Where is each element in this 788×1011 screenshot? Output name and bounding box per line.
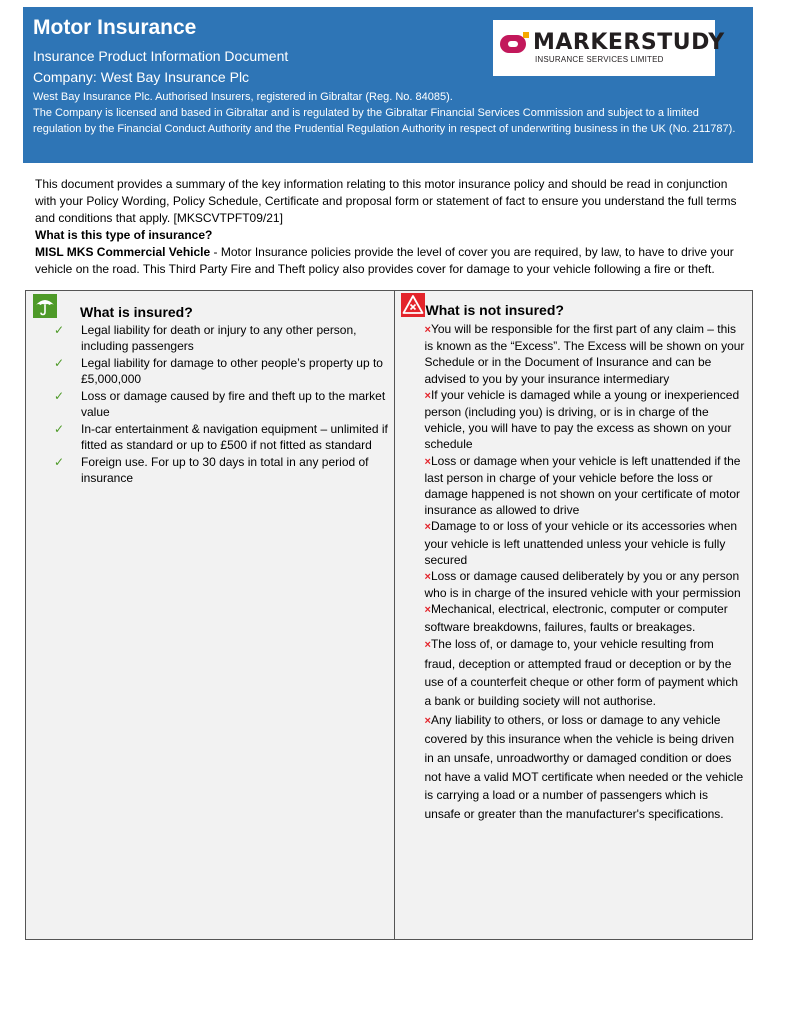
what-is-insured-heading: What is insured? — [80, 304, 193, 320]
markerstudy-logo — [493, 20, 725, 76]
check-icon: ✓ — [54, 323, 65, 337]
legal-line-1: West Bay Insurance Plc. Authorised Insurers, registered in Gibraltar (Reg. No. 84085). — [33, 91, 453, 103]
not-insured-list — [425, 321, 747, 824]
not-insured-item: ×The loss of, or damage to, your vehicle resulting from fraud, deception or attempted fraud or deception or by the use of a counterfeit cheque or other form of payment which a bank or building society will not authorise. — [424, 636, 739, 708]
not-insured-item: ×Any liability to others, or loss or damage to any vehicle covered by this insurance when the vehicle is being driven in an unsafe, unroadworthy or damaged condition or does not have a valid MOT certificate when needed or the vehicle is carrying a load or a number of passengers which is unsafe or greater than the manufacturer's specifications. — [424, 712, 744, 822]
insured-list — [54, 322, 389, 487]
cross-icon: × — [424, 604, 431, 617]
not-insured-item: ×Loss or damage when your vehicle is left unattended if the last person in charge of your vehicle before the loss or damage happened is not shown on your certificate of motor insurance as allowed to drive — [424, 453, 741, 518]
check-icon: ✓ — [54, 389, 65, 403]
legal-line-2: The Company is licensed and based in Gibraltar and is regulated by the Gibraltar Financial Services Commission and subject to a limited regulation by the Financial Conduct Authority and the Prudential Regulation Authority in respect of underwriting business in the UK (No. 211787). — [33, 107, 736, 135]
cross-icon: × — [424, 571, 431, 584]
intro-summary: This document provides a summary of the key information relating to this motor insurance policy and should be read in conjunction with your Policy Wording, Policy Schedule, Certificate and proposal form or statement of fact to ensure you understand the full terms and conditions that apply. [MKSCVTPFT09/21] — [35, 177, 737, 225]
header-banner — [23, 7, 753, 163]
intro-section — [35, 176, 750, 278]
insurance-type-question: What is this type of insurance? — [35, 228, 213, 242]
document-title: Motor Insurance — [33, 16, 197, 39]
insured-item: ✓ Legal liability for death or injury to any other person, including passengers — [54, 323, 357, 353]
what-is-not-insured-heading: What is not insured? — [425, 302, 564, 318]
product-description: - Motor Insurance policies provide the level of cover you are required, by law, to have to drive your vehicle on the road. This Third Party Fire and Theft policy also provides cover for damage to your vehicle following a fire or theft. — [35, 245, 734, 276]
cross-icon: × — [424, 714, 431, 727]
warning-triangle-icon — [401, 293, 425, 317]
cross-icon: × — [424, 324, 431, 336]
not-insured-item: ×Mechanical, electrical, electronic, computer or computer software breakdowns, failures, faults or breakages. — [424, 602, 728, 634]
logo-tagline: INSURANCE SERVICES LIMITED — [535, 55, 664, 64]
not-insured-item: ×Damage to or loss of your vehicle or its accessories when your vehicle is left unattended unless your vehicle is fully secured — [424, 519, 738, 567]
what-is-insured-panel — [25, 290, 395, 940]
not-insured-item: ×Loss or damage caused deliberately by you or any person who is in charge of the insured vehicle with your permission — [424, 569, 741, 601]
cross-icon: × — [424, 389, 431, 402]
not-insured-item: ×You will be responsible for the first part of any claim – this is known as the “Excess”. The Excess will be shown on your Schedule or in the Document of Insurance and can be advised to you by your insurance intermediary — [424, 322, 745, 386]
insured-item: ✓ Loss or damage caused by fire and theft up to the market value — [54, 389, 386, 419]
cross-icon: × — [424, 638, 431, 651]
logo-mark-icon — [499, 32, 529, 56]
check-icon: ✓ — [54, 422, 65, 436]
insurance-type-answer — [35, 244, 750, 278]
cross-icon: × — [424, 521, 431, 534]
check-icon: ✓ — [54, 356, 65, 370]
product-name: MISL MKS Commercial Vehicle — [35, 245, 211, 259]
cross-icon: × — [424, 455, 431, 468]
insured-item: ✓ Foreign use. For up to 30 days in total in any period of insurance — [54, 455, 369, 485]
document-subtitle: Insurance Product Information Document — [33, 48, 289, 64]
coverage-panels — [25, 290, 753, 940]
umbrella-icon — [33, 294, 57, 318]
what-is-not-insured-panel — [395, 290, 754, 940]
insured-item: ✓ Legal liability for damage to other people’s property up to £5,000,000 — [54, 356, 383, 386]
check-icon: ✓ — [54, 455, 65, 469]
company-name: Company: West Bay Insurance Plc — [33, 69, 250, 85]
not-insured-item: ×If your vehicle is damaged while a young or inexperienced person (including you) is driving, or is in charge of the vehicle, you will have to pay the excess as shown on your schedule — [424, 387, 740, 452]
insured-item: ✓ In-car entertainment & navigation equipment – unlimited if fitted as standard or up to £500 if not fitted as standard — [54, 422, 388, 452]
logo-wordmark: MARKERSTUDY — [533, 30, 725, 55]
